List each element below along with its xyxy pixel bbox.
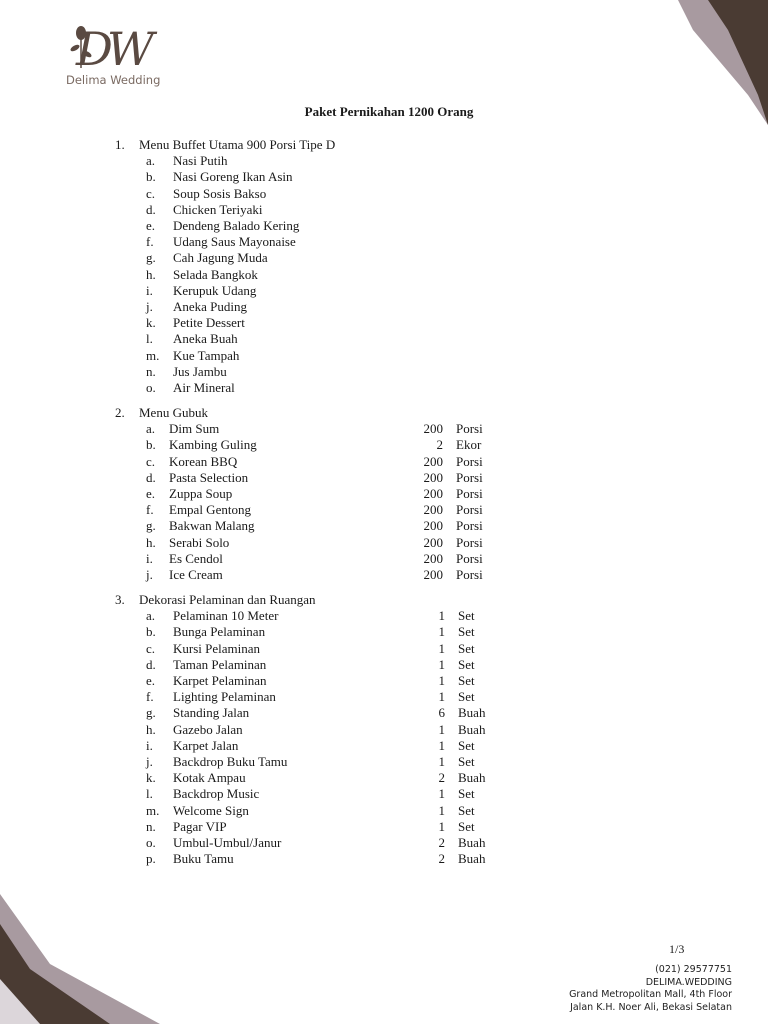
item-quantity: 2 — [438, 851, 445, 867]
item-quantity: 1 — [438, 754, 445, 769]
item-letter: o. — [146, 380, 156, 395]
item-letter: i. — [146, 737, 153, 753]
item-unit: Porsi — [456, 486, 483, 501]
item-letter: f. — [146, 234, 154, 250]
item-quantity: 1 — [438, 689, 445, 705]
item-letter: f. — [146, 689, 154, 705]
item-letter: k. — [146, 315, 156, 331]
item-unit: Set — [458, 786, 475, 802]
item-letter: m. — [146, 802, 160, 818]
item-letter: o. — [146, 835, 156, 850]
section-heading: Menu Gubuk — [139, 405, 208, 420]
item-letter: b. — [146, 624, 156, 640]
item-name: Cah Jagung Muda — [173, 250, 268, 266]
item-unit: Porsi — [456, 421, 483, 437]
item-letter: f. — [146, 502, 154, 518]
item-name: Empal Gentong — [169, 502, 251, 518]
item-unit: Set — [458, 737, 475, 753]
item-quantity: 200 — [423, 469, 443, 485]
item-quantity: 1 — [438, 640, 445, 656]
item-name: Karpet Pelaminan — [173, 673, 267, 688]
item-letter: h. — [146, 534, 156, 550]
item-name: Kursi Pelaminan — [173, 640, 261, 656]
item-name: Jus Jambu — [173, 363, 227, 379]
item-letter: l. — [146, 331, 153, 347]
item-name: Backdrop Music — [173, 786, 260, 802]
item-unit: Porsi — [456, 469, 483, 485]
item-quantity: 200 — [423, 550, 443, 566]
section-heading: Menu Buffet Utama 900 Porsi Tipe D — [139, 137, 336, 152]
item-name: Aneka Buah — [173, 331, 238, 347]
item-letter: e. — [146, 218, 156, 233]
item-unit: Porsi — [456, 453, 483, 469]
item-quantity: 200 — [423, 421, 443, 437]
item-quantity: 1 — [438, 721, 445, 737]
item-name: Bakwan Malang — [169, 518, 255, 534]
item-letter: e. — [146, 486, 156, 501]
item-unit: Set — [458, 689, 475, 705]
item-letter: d. — [146, 201, 156, 217]
item-letter: i. — [146, 550, 153, 566]
item-letter: c. — [146, 453, 156, 469]
item-unit: Set — [458, 624, 475, 640]
corner-decoration-bottom-left — [0, 894, 170, 1024]
item-unit: Set — [458, 673, 475, 688]
logo-monogram: DW — [76, 22, 149, 76]
item-unit: Buah — [458, 705, 486, 721]
item-letter: a. — [146, 421, 156, 437]
section-heading: Dekorasi Pelaminan dan Ruangan — [139, 592, 316, 607]
item-unit: Porsi — [456, 502, 483, 518]
item-name: Kambing Guling — [169, 437, 257, 453]
contact-address-line-1: Grand Metropolitan Mall, 4th Floor — [569, 989, 732, 1000]
item-name: Kerupuk Udang — [173, 282, 257, 298]
item-letter: k. — [146, 770, 156, 786]
item-quantity: 1 — [438, 737, 445, 753]
item-quantity: 1 — [438, 624, 445, 640]
item-letter: c. — [146, 640, 156, 656]
item-name: Zuppa Soup — [169, 486, 233, 501]
item-name: Kotak Ampau — [173, 770, 246, 786]
item-letter: p. — [146, 851, 156, 867]
item-letter: g. — [146, 518, 156, 534]
item-name: Standing Jalan — [173, 705, 250, 721]
item-letter: a. — [146, 153, 156, 169]
item-letter: n. — [146, 363, 156, 379]
item-quantity: 2 — [438, 770, 445, 786]
item-letter: e. — [146, 673, 156, 688]
item-unit: Set — [458, 656, 475, 672]
item-unit: Porsi — [456, 567, 483, 582]
item-unit: Set — [458, 818, 475, 834]
item-name: Welcome Sign — [173, 802, 249, 818]
item-quantity: 200 — [423, 567, 443, 582]
item-name: Pagar VIP — [173, 818, 227, 834]
item-unit: Set — [458, 754, 475, 769]
item-name: Buku Tamu — [173, 851, 234, 867]
item-letter: j. — [146, 567, 153, 582]
item-unit: Buah — [458, 851, 486, 867]
item-name: Lighting Pelaminan — [173, 689, 276, 705]
item-quantity: 1 — [438, 673, 445, 688]
page-number: 1/3 — [669, 942, 685, 956]
item-unit: Porsi — [456, 534, 483, 550]
section-number: 2. — [115, 405, 125, 420]
item-quantity: 6 — [438, 705, 445, 721]
item-letter: n. — [146, 818, 156, 834]
item-name: Chicken Teriyaki — [173, 201, 263, 217]
logo-name: Delima Wedding — [66, 73, 161, 87]
item-unit: Set — [458, 608, 475, 624]
item-unit: Ekor — [456, 437, 482, 453]
item-name: Es Cendol — [169, 550, 223, 566]
item-letter: l. — [146, 786, 153, 802]
item-letter: b. — [146, 437, 156, 453]
item-letter: g. — [146, 250, 156, 266]
item-quantity: 200 — [423, 502, 443, 518]
item-name: Korean BBQ — [169, 453, 238, 469]
item-unit: Porsi — [456, 550, 483, 566]
item-name: Ice Cream — [169, 567, 223, 582]
item-letter: h. — [146, 721, 156, 737]
item-name: Karpet Jalan — [173, 737, 239, 753]
logo — [64, 22, 174, 92]
item-name: Petite Dessert — [173, 315, 245, 331]
item-name: Taman Pelaminan — [173, 656, 267, 672]
item-quantity: 200 — [423, 518, 443, 534]
item-letter: d. — [146, 469, 156, 485]
item-name: Dim Sum — [169, 421, 220, 437]
item-name: Air Mineral — [173, 380, 235, 395]
item-letter: g. — [146, 705, 156, 721]
document-title: Paket Pernikahan 1200 Orang — [304, 104, 474, 119]
item-name: Pelaminan 10 Meter — [173, 608, 279, 624]
contact-brand: DELIMA.WEDDING — [645, 976, 732, 988]
item-quantity: 1 — [438, 786, 445, 802]
item-unit: Buah — [458, 721, 486, 737]
item-quantity: 1 — [438, 818, 445, 834]
item-unit: Buah — [458, 835, 486, 850]
item-name: Serabi Solo — [169, 534, 230, 550]
item-quantity: 200 — [423, 453, 443, 469]
item-name: Bunga Pelaminan — [173, 624, 266, 640]
item-name: Selada Bangkok — [173, 266, 258, 282]
item-unit: Buah — [458, 770, 486, 786]
section-number: 3. — [115, 592, 125, 607]
item-quantity: 2 — [438, 835, 445, 850]
section-number: 1. — [115, 137, 125, 152]
contact-phone: (021) 29577751 — [655, 964, 732, 975]
item-letter: b. — [146, 169, 156, 185]
item-quantity: 200 — [423, 534, 443, 550]
item-quantity: 2 — [436, 437, 443, 453]
item-letter: j. — [146, 299, 153, 314]
item-letter: j. — [146, 754, 153, 769]
item-name: Nasi Goreng Ikan Asin — [173, 169, 293, 185]
item-name: Soup Sosis Bakso — [173, 185, 267, 201]
item-letter: i. — [146, 282, 153, 298]
item-quantity: 200 — [423, 486, 443, 501]
item-name: Pasta Selection — [169, 469, 249, 485]
item-quantity: 1 — [438, 656, 445, 672]
item-unit: Set — [458, 802, 475, 818]
item-letter: d. — [146, 656, 156, 672]
item-quantity: 1 — [438, 608, 445, 624]
item-name: Kue Tampah — [173, 347, 240, 363]
item-name: Udang Saus Mayonaise — [173, 234, 296, 250]
item-name: Gazebo Jalan — [173, 721, 243, 737]
contact-info — [569, 964, 732, 1014]
item-unit: Set — [458, 640, 475, 656]
item-letter: m. — [146, 347, 160, 363]
contact-address-line-2: Jalan K.H. Noer Ali, Bekasi Selatan — [570, 1001, 732, 1013]
item-name: Backdrop Buku Tamu — [173, 754, 288, 769]
item-letter: c. — [146, 185, 156, 201]
item-letter: a. — [146, 608, 156, 624]
item-letter: h. — [146, 266, 156, 282]
item-quantity: 1 — [438, 802, 445, 818]
item-name: Aneka Puding — [173, 299, 248, 314]
item-unit: Porsi — [456, 518, 483, 534]
item-name: Nasi Putih — [173, 153, 228, 169]
item-name: Dendeng Balado Kering — [173, 218, 300, 233]
item-name: Umbul-Umbul/Janur — [173, 835, 282, 850]
